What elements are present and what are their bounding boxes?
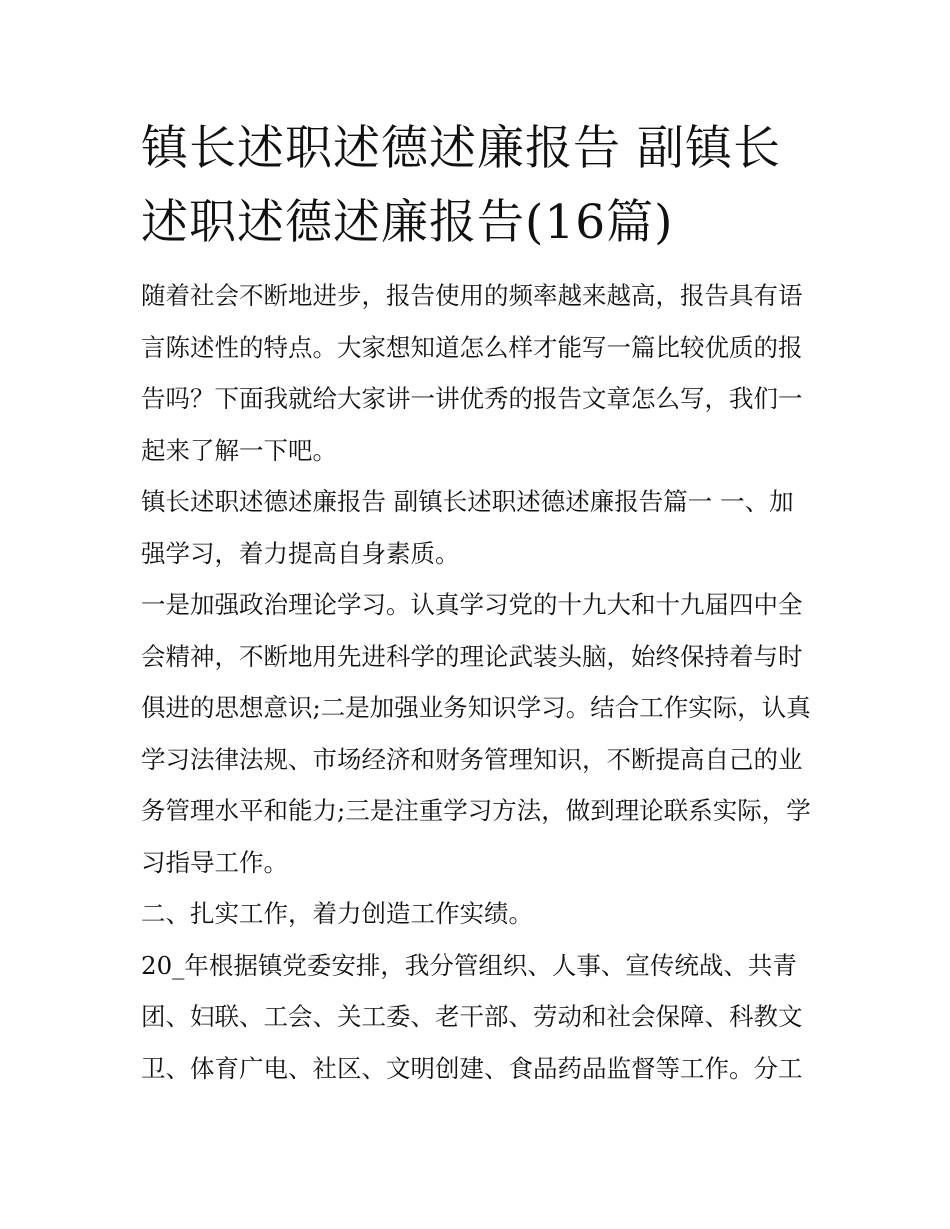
study-paragraph: 一是加强政治理论学习。认真学习党的十九大和十九届四中全会精神，不断地用先进科学的理论武装头脑，始终保持着与时俱进的思想意识;二是加强业务知识学习。结合工作实际，认真学习法律法规、市场经济和财务管理知识，不断提高自己的业务管理水平和能力;三是注重学习方法，做到理论联系实际，学习指导工作。 <box>141 590 811 877</box>
work-detail-paragraph: 20_年根据镇党委安排，我分管组织、人事、宣传统战、共青团、妇联、工会、关工委、老干部、劳动和社会保障、科教文卫、体育广电、社区、文明创建、食品药品监督等工作。分工 <box>141 950 803 1083</box>
work-heading-paragraph: 二、扎实工作，着力创造工作实绩。 <box>141 899 533 928</box>
intro-paragraph: 随着社会不断地进步，报告使用的频率越来越高，报告具有语言陈述性的特点。大家想知道怎么样才能写一篇比较优质的报告吗？下面我就给大家讲一讲优秀的报告文章怎么写，我们一起来了解一下吧。 <box>141 281 803 465</box>
section-heading-paragraph: 镇长述职述德述廉报告 副镇长述职述德述廉报告篇一 一、加强学习，着力提高自身素质。 <box>141 487 794 568</box>
document-title: 镇长述职述德述廉报告 副镇长述职述德述廉报告(16篇) <box>141 121 781 250</box>
document-body <box>141 112 816 1094</box>
